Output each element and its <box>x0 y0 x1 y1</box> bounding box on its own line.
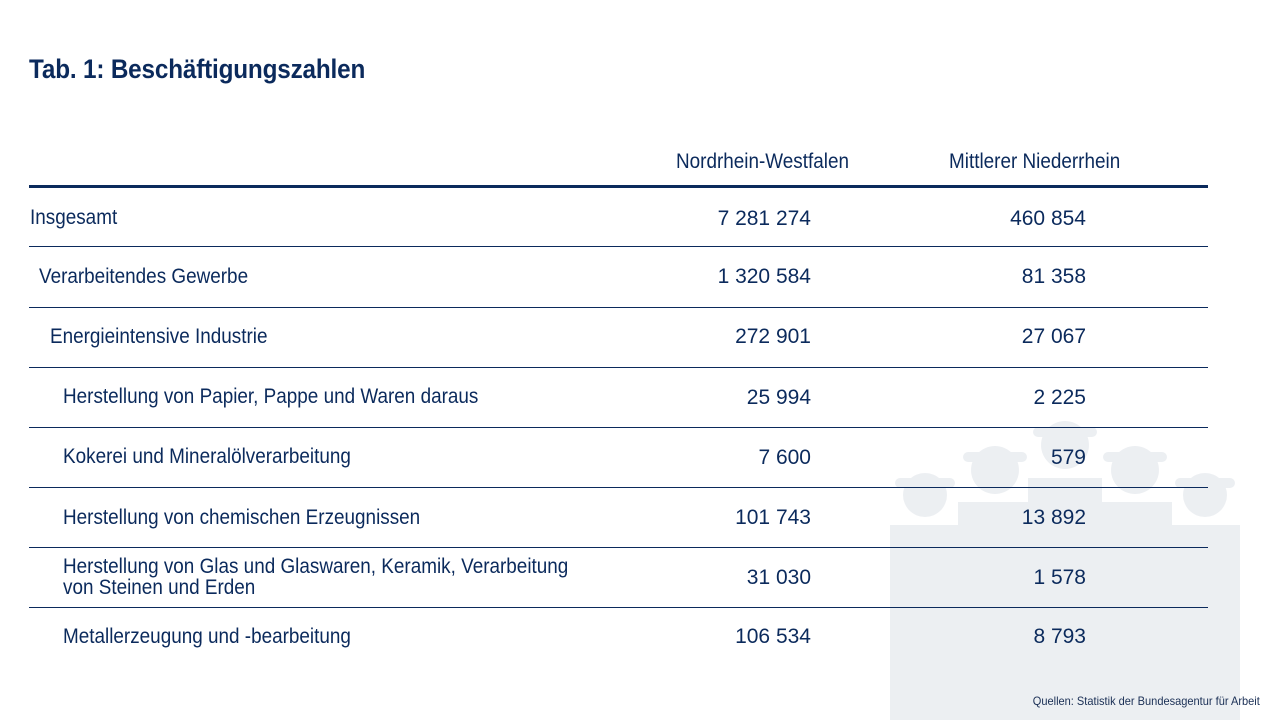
table-row <box>0 608 1280 668</box>
value-nrw: 7 600 <box>758 446 811 469</box>
source-footnote: Quellen: Statistik der Bundesagentur für Arbeit <box>1032 694 1260 708</box>
value-nrw: 31 030 <box>746 566 811 589</box>
value-mnr: 8 793 <box>1033 625 1086 648</box>
table-row <box>0 188 1280 248</box>
value-mnr: 2 225 <box>1033 386 1086 409</box>
value-mnr: 27 067 <box>1021 325 1086 348</box>
value-mnr: 579 <box>1050 446 1086 469</box>
value-mnr: 1 578 <box>1033 566 1086 589</box>
value-nrw: 272 901 <box>735 325 811 348</box>
row-label: Herstellung von Papier, Pappe und Waren daraus <box>63 385 479 408</box>
table-row <box>0 548 1280 608</box>
value-nrw: 7 281 274 <box>717 207 811 230</box>
value-nrw: 25 994 <box>746 386 811 409</box>
row-label: Verarbeitendes Gewerbe <box>39 265 249 288</box>
row-label-line1: Herstellung von Glas und Glaswaren, Keramik, Verarbeitung <box>63 555 569 578</box>
table-row <box>0 488 1280 548</box>
value-mnr: 81 358 <box>1021 265 1086 288</box>
value-nrw: 106 534 <box>735 625 811 648</box>
row-label-line2: von Steinen und Erden <box>63 576 256 599</box>
table-row <box>0 368 1280 428</box>
value-nrw: 1 320 584 <box>717 265 811 288</box>
table-row <box>0 308 1280 368</box>
value-nrw: 101 743 <box>735 506 811 529</box>
table-row <box>0 428 1280 488</box>
value-mnr: 460 854 <box>1010 207 1086 230</box>
row-label: Herstellung von chemischen Erzeugnissen <box>63 506 421 529</box>
value-mnr: 13 892 <box>1021 506 1086 529</box>
row-label: Kokerei und Mineralölverarbeitung <box>63 445 351 468</box>
column-header-nrw: Nordrhein-Westfalen <box>676 150 849 173</box>
row-label: Metallerzeugung und -bearbeitung <box>63 625 351 648</box>
column-header-mnr: Mittlerer Niederrhein <box>949 150 1121 173</box>
page-title: Tab. 1: Beschäftigungszahlen <box>29 54 366 84</box>
row-label: Insgesamt <box>30 206 118 229</box>
row-divider <box>29 246 1208 247</box>
row-label: Energieintensive Industrie <box>50 325 268 348</box>
table-row <box>0 248 1280 308</box>
